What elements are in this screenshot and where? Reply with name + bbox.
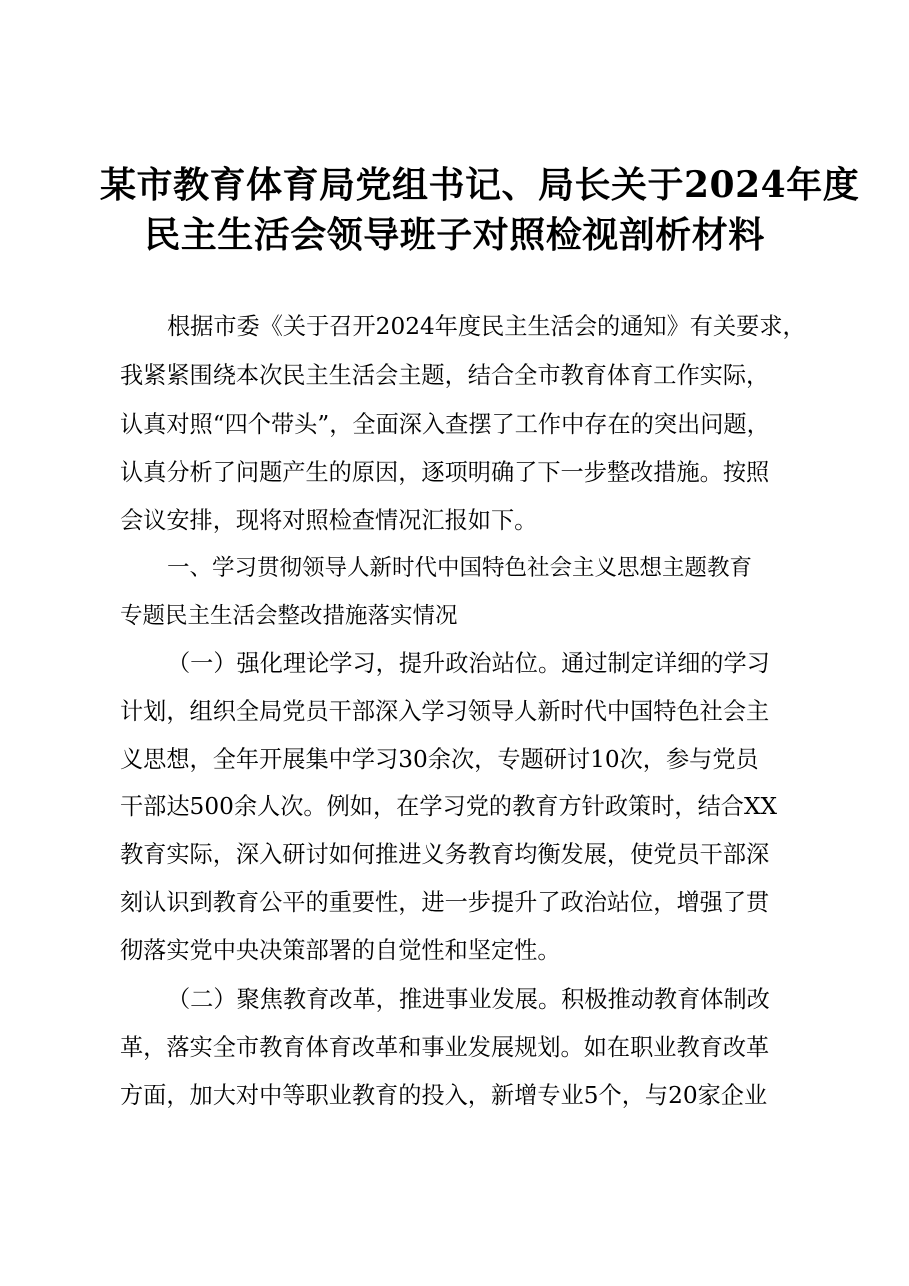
title-line-2: 民主生活会领导班子对照检视剖析材料: [144, 214, 765, 256]
body-line: 认真对照“四个带头”，全面深入查摆了工作中存在的突出问题，: [120, 411, 770, 438]
body-line: 干部达500余人次。例如，在学习党的教育方针政策时，结合XX: [120, 793, 777, 820]
body-line: 教育实际，深入研讨如何推进义务教育均衡发展，使党员干部深: [120, 841, 770, 868]
body-line: 认真分析了问题产生的原因，逐项明确了下一步整改措施。按照: [120, 459, 770, 486]
body-line: （一）强化理论学习，提升政治站位。通过制定详细的学习: [167, 650, 770, 677]
body-line: 彻落实党中央决策部署的自觉性和坚定性。: [120, 937, 561, 964]
body-line: 方面，加大对中等职业教育的投入，新增专业5个，与20家企业: [120, 1082, 768, 1109]
body-line: 刻认识到教育公平的重要性，进一步提升了政治站位，增强了贯: [120, 889, 770, 916]
body-line: 革，落实全市教育体育改革和事业发展规划。如在职业教育改革: [120, 1034, 770, 1061]
section-heading: 专题民主生活会整改措施落实情况: [120, 603, 458, 629]
body-line: 义思想，全年开展集中学习30余次，专题研讨10次，参与党员: [120, 746, 759, 773]
title-line-1: 某市教育体育局党组书记、局长关于2024年度: [100, 164, 860, 206]
body-line: （二）聚焦教育改革，推进事业发展。积极推动教育体制改: [167, 986, 770, 1013]
body-line: 我紧紧围绕本次民主生活会主题，结合全市教育体育工作实际，: [120, 362, 770, 389]
section-heading: 一、学习贯彻领导人新时代中国特色社会主义思想主题教育: [167, 555, 753, 581]
document-title: [100, 160, 860, 260]
body-line: 根据市委《关于召开2024年度民主生活会的通知》有关要求，: [167, 313, 806, 340]
body-line: 会议安排，现将对照检查情况汇报如下。: [120, 507, 538, 534]
body-line: 计划，组织全局党员干部深入学习领导人新时代中国特色社会主: [120, 698, 770, 725]
